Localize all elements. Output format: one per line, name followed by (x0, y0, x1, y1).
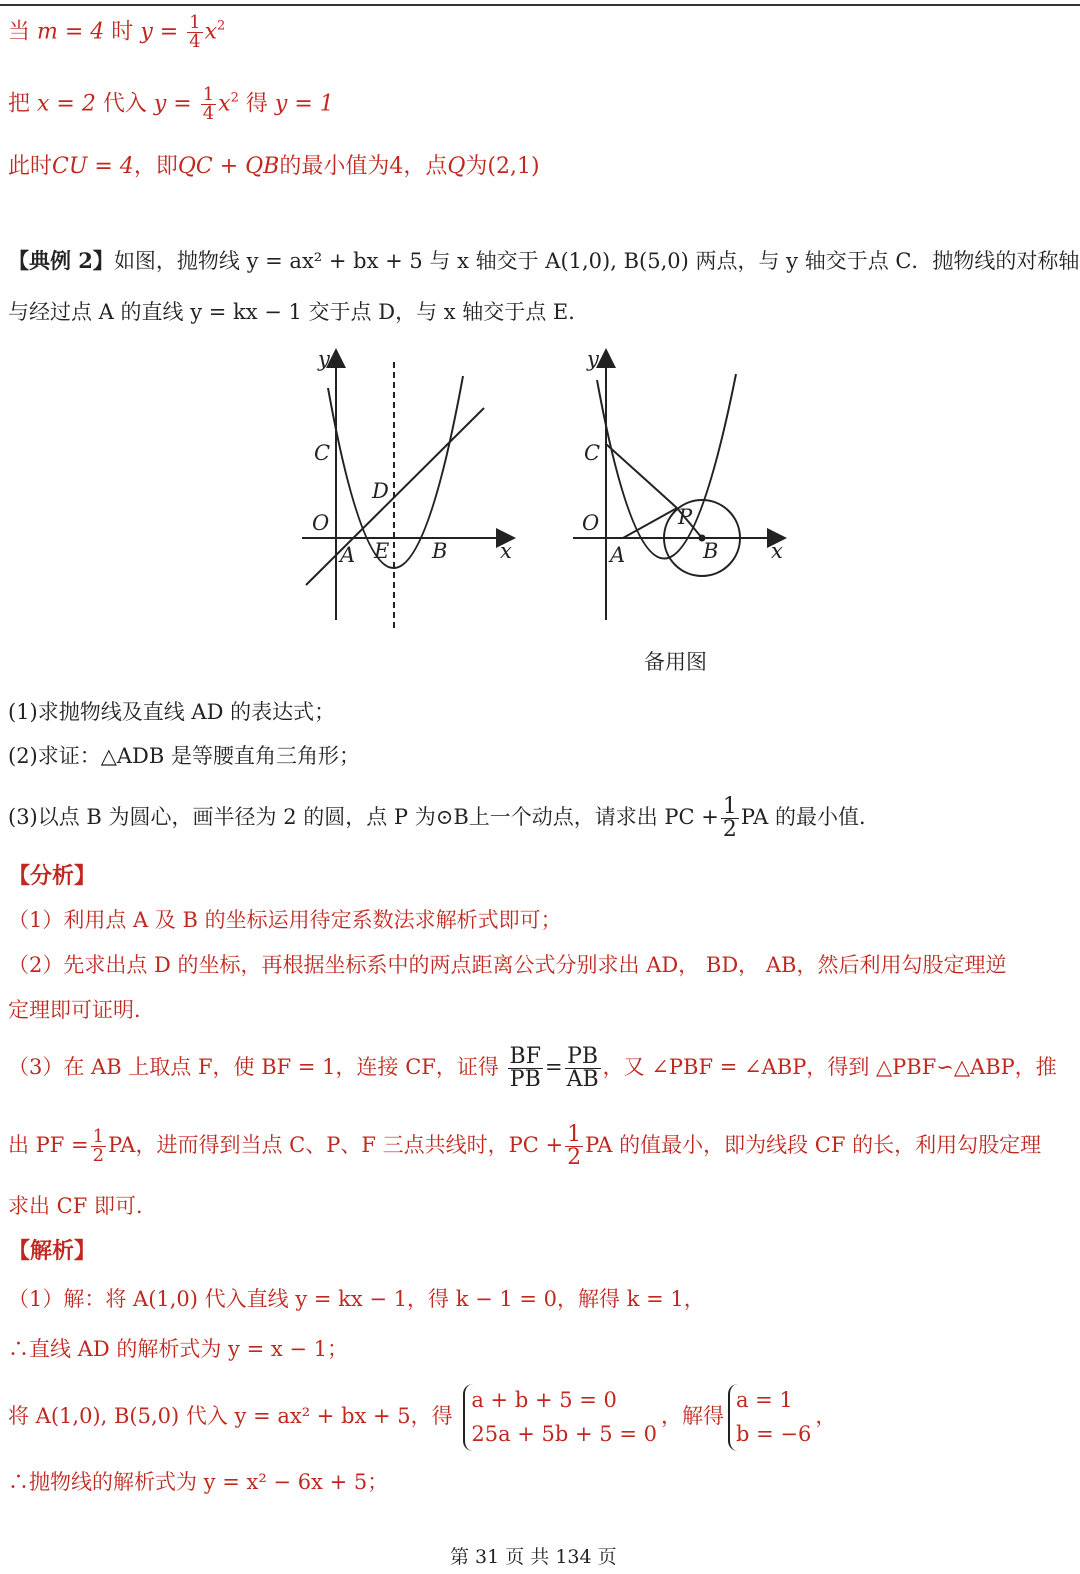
prev-line-2: 把 x = 2 代入 y = $\frac{1}{4}$ $x^2$ 得 y = 1 (8, 84, 334, 124)
label-x: x (500, 539, 512, 563)
label-o: O (582, 511, 600, 535)
analysis-p3: （3）在 AB 上取点 F，使 BF = 1，连接 CF，证得 $\frac{BF}{PB}$ = $\frac{PB}{AB}$ ，又 ∠PBF = ∠ABP，得到 △PBF∽△ABP，推 (8, 1044, 1057, 1092)
solution-s2: ∴直线 AD 的解析式为 y = x − 1； (8, 1337, 348, 1361)
fraction: $\frac{1}{2}$ (567, 1122, 582, 1170)
figure-spare (565, 340, 805, 640)
label-c: C (314, 441, 331, 465)
top-rule (0, 4, 1080, 6)
question-1: (1)求抛物线及直线 AD 的表达式； (8, 700, 336, 724)
example-line-1: 【典例 2】如图，抛物线 y = ax² + bx + 5 与 x 轴交于 A(1,0), B(5,0) 两点，与 y 轴交于点 C．抛物线的对称轴 (8, 248, 1080, 273)
equation-solution: a = 1 b = −6 (728, 1384, 811, 1451)
prev-line-1: 当 m = 4 时 y = $\frac{1}{4}$ $x^2$ (8, 12, 226, 52)
label-a: A (610, 543, 626, 567)
analysis-p2b: 定理即可证明． (8, 998, 155, 1022)
segment-ap (623, 508, 677, 538)
figure-caption: 备用图 (644, 650, 707, 674)
solution-s4: ∴抛物线的解析式为 y = x² − 6x + 5； (8, 1470, 389, 1494)
label-y: y (587, 347, 599, 371)
segment-cp (606, 444, 677, 508)
fraction: $\frac{BF}{PB}$ (509, 1044, 541, 1092)
label-e: E (374, 539, 390, 563)
example-line-2: 与经过点 A 的直线 y = kx − 1 交于点 D，与 x 轴交于点 E． (8, 300, 590, 324)
label-y: y (318, 347, 330, 371)
equation-system: a + b + 5 = 0 25a + 5b + 5 = 0 (463, 1384, 657, 1451)
solution-s3: 将 A(1,0), B(5,0) 代入 y = ax² + bx + 5，得 a + b + 5 = 0 25a + 5b + 5 = 0 ，解得 a = 1 b = −6 ， (8, 1384, 836, 1451)
figure-main (290, 340, 530, 640)
prev-line-3: 此时CU = 4，即QC + QB的最小值为4，点Q为(2,1) (8, 154, 540, 179)
label-d: D (372, 479, 389, 503)
solution-heading: 【解析】 (8, 1238, 97, 1264)
analysis-p4: 出 PF = $\frac{1}{2}$ PA，进而得到当点 C、P、F 三点共线时，PC + $\frac{1}{2}$ PA 的值最小，即为线段 CF 的长，利用勾股定理 (8, 1122, 1042, 1170)
solution-s1: （1）解：将 A(1,0) 代入直线 y = kx − 1，得 k − 1 = 0，解得 k = 1， (8, 1287, 705, 1311)
label-x: x (771, 539, 783, 563)
label-o: O (312, 511, 330, 535)
label-b: B (703, 539, 719, 563)
fraction: $\frac{1}{4}$ (202, 84, 215, 124)
fraction: $\frac{1}{4}$ (189, 12, 201, 52)
label-p: P (678, 505, 693, 529)
analysis-p2a: （2）先求出点 D 的坐标，再根据坐标系中的两点距离公式分别求出 AD， BD， AB，然后利用勾股定理逆 (8, 953, 1007, 977)
parabola (597, 374, 736, 559)
label-c: C (584, 441, 601, 465)
question-3: (3)以点 B 为圆心，画半径为 2 的圆，点 P 为⊙B上一个动点，请求出 PC + $\frac{1}{2}$ PA 的最小值． (8, 794, 880, 842)
fraction: $\frac{PB}{AB}$ (566, 1044, 599, 1092)
analysis-p1: （1）利用点 A 及 B 的坐标运用待定系数法求解析式即可； (8, 908, 562, 932)
analysis-p5: 求出 CF 即可． (8, 1194, 157, 1218)
fraction: $\frac{1}{2}$ (92, 1126, 105, 1166)
page-footer: 第 31 页 共 134 页 (450, 1546, 617, 1568)
fraction: $\frac{1}{2}$ (722, 794, 737, 842)
label-b: B (432, 539, 448, 563)
question-2: (2)求证：△ADB 是等腰直角三角形； (8, 744, 361, 768)
label-a: A (340, 543, 356, 567)
analysis-heading: 【分析】 (8, 863, 97, 889)
